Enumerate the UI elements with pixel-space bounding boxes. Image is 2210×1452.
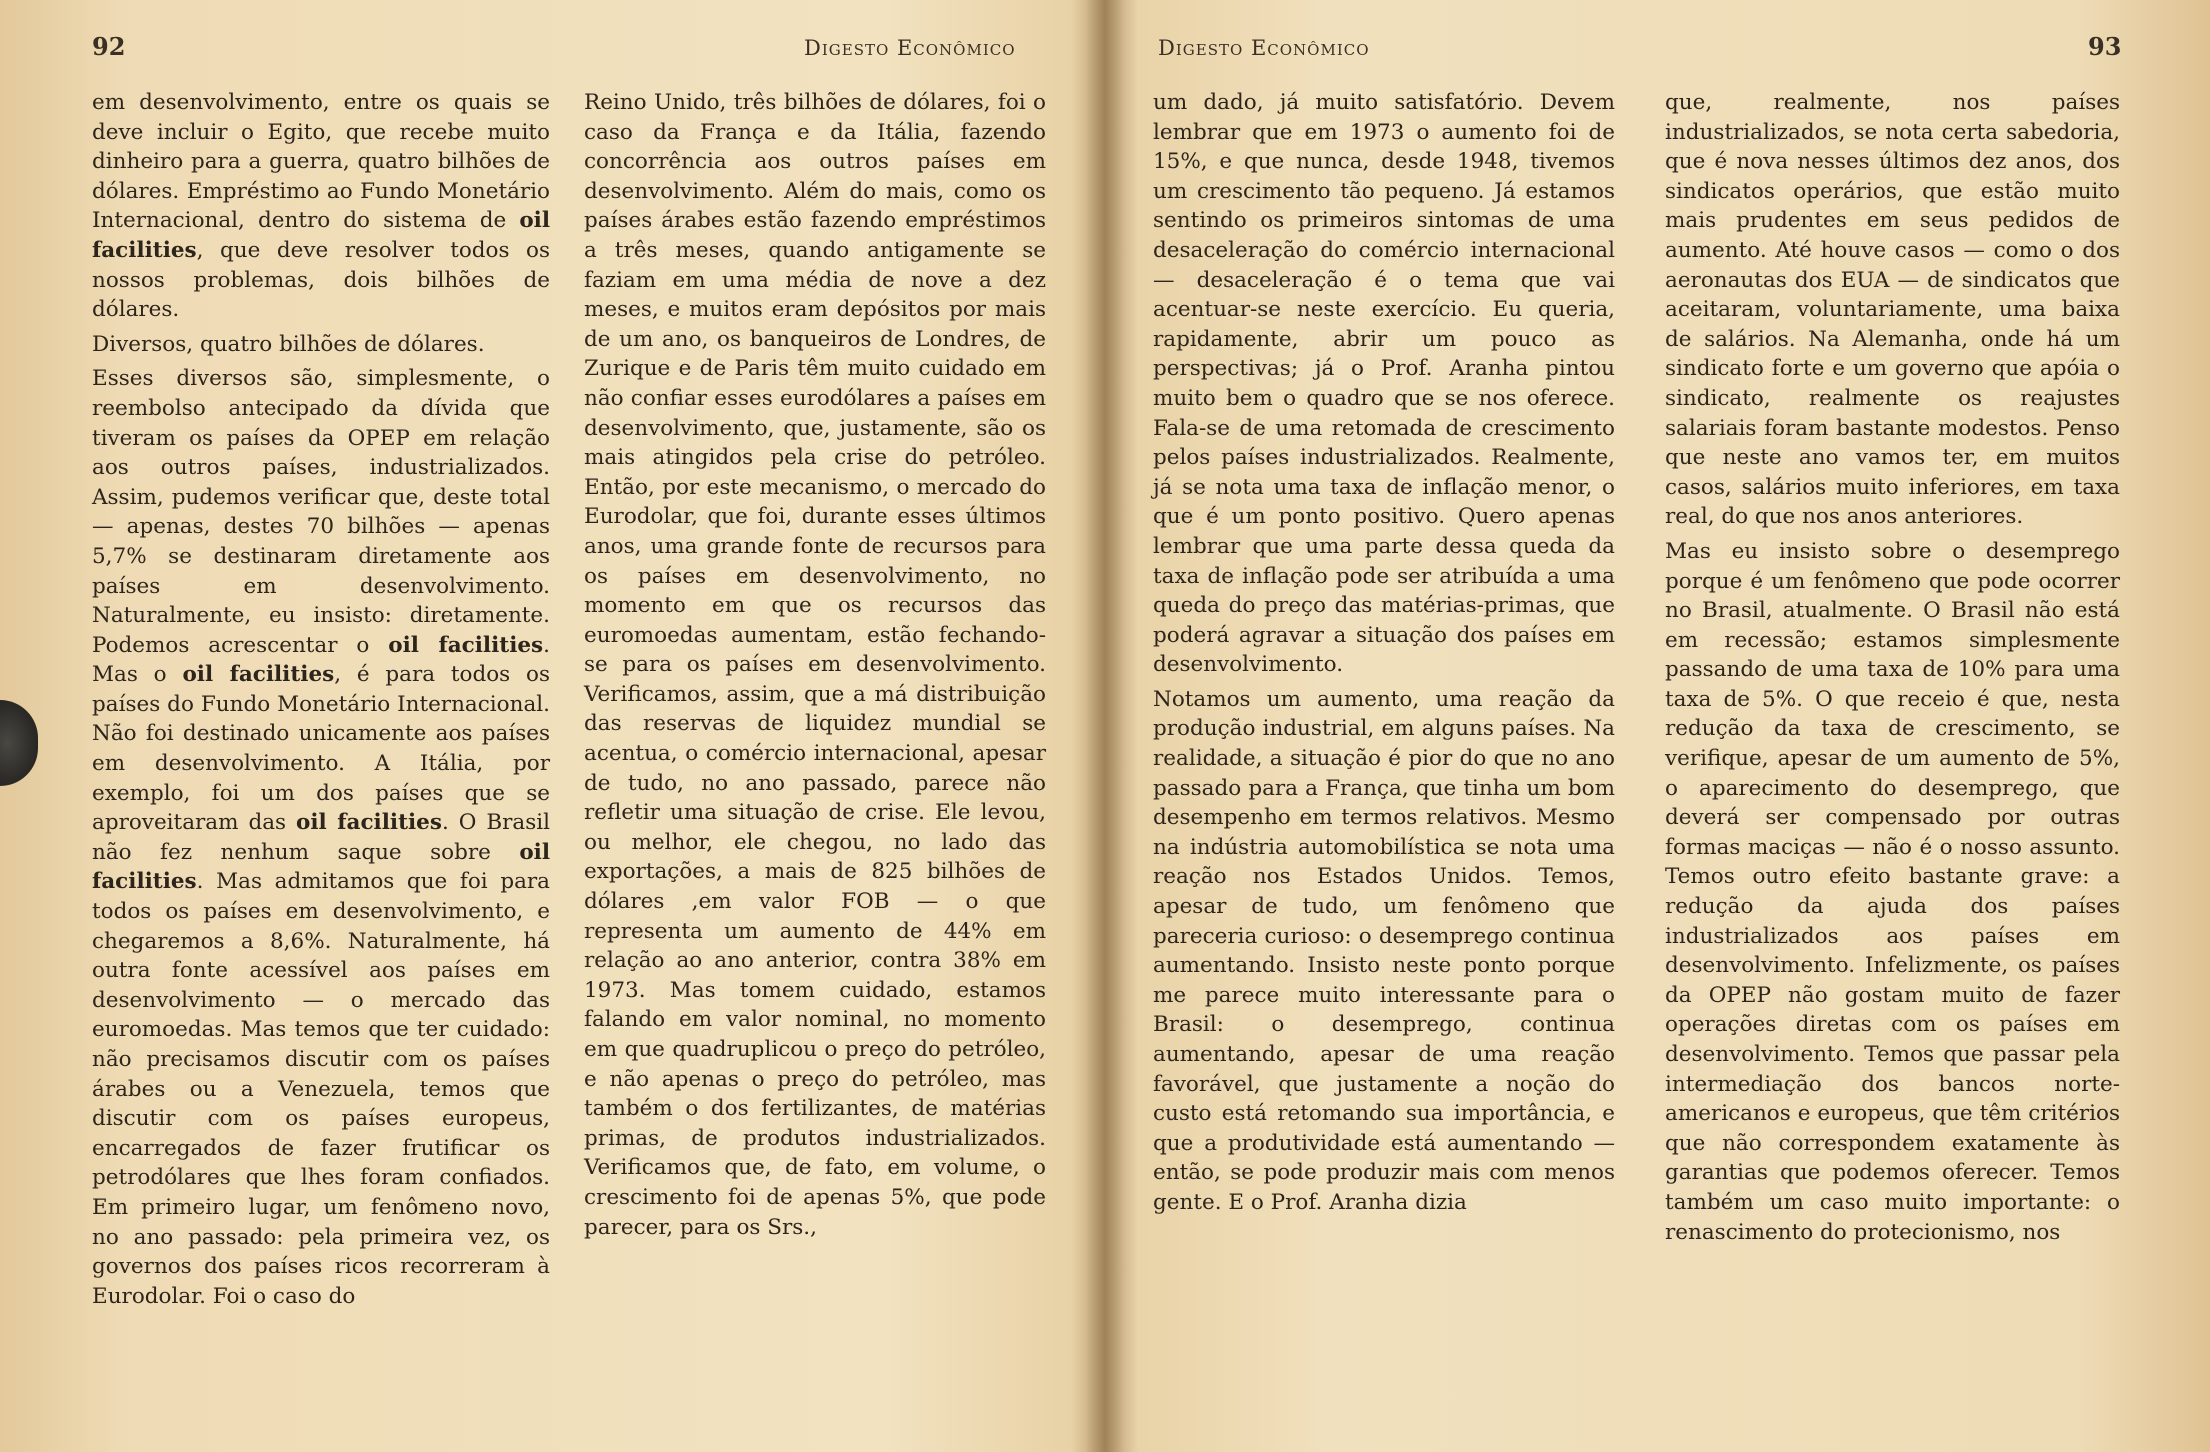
paragraph: [92, 88, 550, 325]
right-page-column-1: [1153, 88, 1615, 1223]
text-run: Reino Unido, três bilhões de dólares, foi o caso da França e da Itália, fazendo concorrência aos outros países em desenvolvimento. Além do mais, como os países árabes estão fazendo empréstimos a três meses, quando antigamente se faziam em uma média de nove a dez meses, e muitos eram depósitos por mais de um ano, os banqueiros de Londres, de Zurique e de Paris têm muito cuidado em não confiar esses eurodólares a países em desenvolvimento, que, justamente, são os mais atingidos pela crise do petróleo. Então, por este mecanismo, o mercado do Eurodolar, que foi, durante esses últimos anos, uma grande fonte de recursos para os países em desenvolvimento, no momento em que os recursos das euromoedas aumentam, estão fechando-se para os países em desenvolvimento. Verificamos, assim, que a má distribuição das reservas de liquidez mundial se acentua, o comércio internacional, apesar de tudo, no ano passado, parece não refletir uma situação de crise. Ele levou, ou melhor, ele chegou, no lado das exportações, a mais de 825 bilhões de dólares ,em valor FOB — o que representa um aumento de 44% em relação ao ano anterior, contra 38% em 1973. Mas tomem cuidado, estamos falando em valor nominal, no momento em que quadruplicou o preço do petróleo, e não apenas o preço do petróleo, mas também o dos fertilizantes, de matérias primas, de produtos industrializados. Verificamos que, de fato, em volume, o crescimento foi de apenas 5%, que pode parecer, para os Srs.,: [584, 90, 1046, 1240]
text-run: um dado, já muito satisfatório. Devem lembrar que em 1973 o aumento foi de 15%, e que nunca, desde 1948, tivemos um crescimento tão pequeno. Já estamos sentindo os primeiros sintomas de uma desaceleração do comércio internacional — desaceleração é o tema que vai acentuar-se neste exercício. Eu queria, rapidamente, abrir um pouco as perspectivas; já o Prof. Aranha pintou muito bem o quadro que se nos oferece. Fala-se de uma retomada de crescimento pelos países industrializados. Realmente, já se nota uma taxa de inflação menor, o que é um ponto positivo. Quero apenas lembrar que uma parte dessa queda da taxa de inflação pode ser atribuída a uma queda do preço das matérias-primas, que poderá agravar a situação dos países em desenvolvimento.: [1153, 90, 1615, 678]
text-run: Diversos, quatro bilhões de dólares.: [92, 331, 485, 357]
left-running-head: Digesto Econômico: [804, 36, 1016, 60]
bold-term: oil facilities: [182, 662, 335, 688]
left-page-column-1: [92, 88, 550, 1316]
text-run: Notamos um aumento, uma reação da produção industrial, em alguns países. Na realidade, a situação é pior do que no ano passado para a França, que tinha um bom desempenho em termos relativos. Mesmo na indústria automobilística se nota uma reação nos Estados Unidos. Temos, apesar de tudo, um fenômeno que pareceria curioso: o desemprego continua aumentando. Insisto neste ponto porque me parece muito interessante para o Brasil: o desemprego, continua aumentando, apesar de uma reação favorável, que justamente a noção do custo está retomando sua importância, e que a produtividade está aumentando — então, se pode produzir mais com menos gente. E o Prof. Aranha dizia: [1153, 686, 1615, 1215]
text-run: Mas eu insisto sobre o desemprego porque é um fenômeno que pode ocorrer no Brasil, atualmente. O Brasil não está em recessão; estamos simplesmente passando de uma taxa de 10% para uma taxa de 5%. O que receio é que, nesta redução da taxa de crescimento, se verifique, apesar de um aumento de 5%, o aparecimento do desemprego, que deverá ser compensado por outras formas maciças — não é o nosso assunto. Temos outro efeito bastante grave: a redução da ajuda dos países industrializados aos países em desenvolvimento. Infelizmente, os países da OPEP não gostam muito de fazer operações diretas com os países em desenvolvimento. Temos que passar pela intermediação dos bancos norte-americanos e europeus, que têm critérios que não correspondem exatamente às garantias que podemos oferecer. Temos também um caso muito importante: o renascimento do protecionismo, nos: [1665, 538, 2120, 1245]
paragraph: [1153, 88, 1615, 680]
text-run: . O Brasil não fez nenhum saque sobre: [92, 810, 550, 865]
bold-term: oil facilities: [388, 632, 544, 658]
paragraph: [584, 88, 1046, 1242]
right-page-header: [1105, 32, 2210, 72]
bold-term: oil facilities: [296, 810, 442, 836]
bold-term: oil facilities: [92, 208, 550, 263]
paragraph: [1665, 537, 2120, 1247]
text-run: Esses diversos são, simplesmente, o reembolso antecipado da dívida que tiveram os países da OPEP em relação aos outros países, industrializados. Assim, pudemos verificar que, deste total — apenas, destes 70 bilhões — apenas 5,7% se destinaram diretamente aos países em desenvolvimento. Naturalmente, eu insisto: diretamente. Podemos acrescentar o: [92, 366, 550, 658]
right-running-head: Digesto Econômico: [1158, 36, 1370, 60]
text-run: em desenvolvimento, entre os quais se deve incluir o Egito, que recebe muito dinheiro para a guerra, quatro bilhões de dólares. Empréstimo ao Fundo Monetário Internacional, dentro do sistema de: [92, 90, 550, 234]
paragraph: [92, 364, 550, 1311]
paragraph: [92, 330, 550, 360]
right-page-number: 93: [2088, 32, 2122, 61]
right-page-column-2: [1665, 88, 2120, 1252]
bold-term: oil facilities: [92, 839, 550, 895]
text-run: , que deve resolver todos os nossos problemas, dois bilhões de dólares.: [92, 237, 550, 323]
right-page: [1105, 0, 2210, 1452]
left-page-number: 92: [92, 32, 126, 61]
text-run: . Mas o: [92, 632, 550, 688]
left-page-column-2: [584, 88, 1046, 1247]
left-page-header: [0, 32, 1105, 72]
paragraph: [1153, 685, 1615, 1218]
text-run: . Mas admitamos que foi para todos os países em desenvolvimento, e chegaremos a 8,6%. Naturalmente, há outra fonte acessível aos países em desenvolvimento — o mercado das euromoedas. Mas temos que ter cuidado: não precisamos discutir com os países árabes ou a Venezuela, temos que discutir com os países europeus, encarregados de fazer frutificar os petrodólares que lhes foram confiados. Em primeiro lugar, um fenômeno novo, no ano passado: pela primeira vez, os governos dos países ricos recorreram à Eurodolar. Foi o caso do: [92, 869, 550, 1309]
paragraph: [1665, 88, 2120, 532]
text-run: que, realmente, nos países industrializados, se nota certa sabedoria, que é nova nesses últimos dez anos, dos sindicatos operários, que estão muito mais prudentes em seus pedidos de aumento. Até houve casos — como o dos aeronautas dos EUA — de sindicatos que aceitaram, voluntariamente, uma baixa de salários. Na Alemanha, onde há um sindicato forte e um governo que apóia o sindicato, realmente os reajustes salariais foram bastante modestos. Penso que neste ano vamos ter, em muitos casos, salários muito inferiores, em taxa real, do que nos anos anteriores.: [1665, 90, 2120, 530]
text-run: , é para todos os países do Fundo Monetário Internacional. Não foi destinado unicamente aos países em desenvolvimento. A Itália, por exemplo, foi um dos países que se aproveitaram das: [92, 662, 551, 836]
